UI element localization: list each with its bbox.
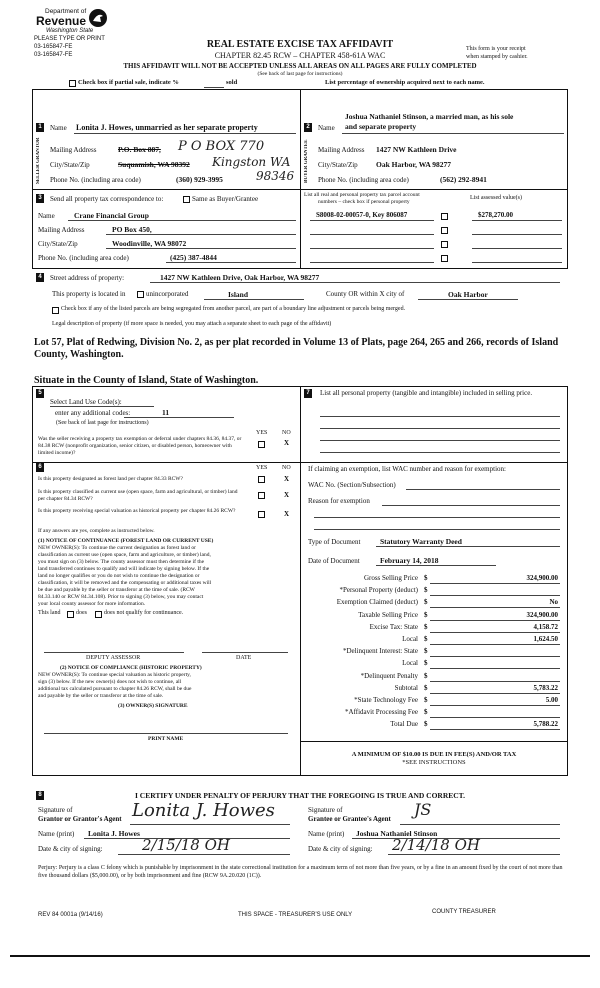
receipt-note1: This form is your receipt	[466, 46, 526, 52]
tax-row-label: *Delinquent Interest: State	[342, 647, 418, 656]
sec5-yes-checkbox[interactable]	[258, 441, 265, 448]
rev-code: REV 84 0001a (9/14/16)	[38, 912, 103, 918]
historic-question: Is this property receiving special valuation as historical property per chapter 84.26 RCW?	[38, 508, 236, 514]
tax-row-currency: $	[424, 683, 428, 692]
correspondence-mail: PO Box 450,	[112, 225, 152, 234]
personal-line-3[interactable]	[320, 440, 560, 441]
city-line	[418, 299, 518, 300]
notice1-line: classification, it will be removed and the compensating or additional taxes will	[38, 580, 212, 586]
perjury-notice: Perjury: Perjury is a class C felony which is punishable by imprisonment in the state correctional institution for a maximum term of not more than five years, or by a fine in an amount fixed by the court of not more than five thousand dollars ($5,000.00), or by both imprisonment and fine (RCW 9A.20.020 (1C)).	[38, 865, 563, 879]
additional-codes-label: enter any additional codes:	[55, 409, 131, 417]
seller-phone: (360) 929-3995	[176, 175, 223, 184]
sec7-divider	[300, 462, 568, 463]
section-8-badge: 8	[36, 791, 44, 800]
sec567-right-border	[567, 386, 568, 775]
notice2-title: (2) NOTICE OF COMPLIANCE (HISTORIC PROPERTY)	[60, 665, 202, 671]
seller-name: Lonita J. Howes, unmarried as her separate property	[76, 123, 258, 132]
form-title: REAL ESTATE EXCISE TAX AFFIDAVIT	[206, 39, 394, 50]
buyer-name-2: and separate property	[345, 122, 417, 131]
seller-zip-hand: 98346	[256, 169, 295, 183]
tax-row-line	[430, 668, 560, 669]
tax-row-currency: $	[424, 708, 428, 717]
notice1-line: land transferred continues to qualify and will indicate by signing below. If the	[38, 566, 210, 572]
tax-row-value: 324,900.00	[526, 610, 558, 619]
sec1-city-label: City/State/Zip	[50, 161, 90, 169]
reason-line-2[interactable]	[314, 517, 560, 518]
form-subtitle: CHAPTER 82.45 RCW – CHAPTER 458-61A WAC	[214, 51, 386, 60]
owner-signature-label: (3) OWNER(S) SIGNATURE	[118, 703, 188, 709]
tax-row-label: Excise Tax: State	[369, 622, 418, 631]
tax-row-currency: $	[424, 647, 428, 656]
deputy-assessor-label: DEPUTY ASSESSOR	[86, 655, 141, 661]
sec12-mid-border	[300, 89, 301, 189]
tax-row-label: *Personal Property (deduct)	[339, 586, 418, 595]
tax-row-label: *State Technology Fee	[354, 696, 418, 704]
tax-row-value: 5.00	[545, 696, 558, 704]
section-6-badge: 6	[36, 463, 44, 472]
grantee-name-print-label: Name (print)	[308, 830, 345, 838]
sec5-yes-hdr: YES	[256, 430, 268, 436]
parcel-personal-checkbox-1[interactable]	[441, 213, 448, 220]
buyer-side-band	[304, 133, 312, 189]
please-type: PLEASE TYPE OR PRINT	[34, 36, 105, 42]
land-use-label: Select Land Use Code(s):	[50, 398, 122, 406]
sec2-city-label: City/State/Zip	[318, 161, 358, 169]
doc-type-line	[376, 546, 560, 547]
tax-row-currency: $	[424, 610, 428, 619]
notice2-line: additional tax calculated pursuant to chapter 84.26 RCW, shall be due	[38, 686, 192, 692]
personal-line-1[interactable]	[320, 416, 560, 417]
street-line	[150, 282, 560, 283]
notice1-body	[38, 545, 211, 608]
tax-row-currency: $	[424, 659, 428, 668]
land-use-see-back: (See back of last page for instructions)	[56, 420, 149, 426]
sec3-phone-label: Phone No. (including area code)	[38, 254, 129, 262]
tax-row-label: *Delinquent Penalty	[360, 671, 418, 680]
notice2-line: sign (3) below. If the new owner(s) does not wish to continue, all	[38, 679, 182, 685]
partial-pct-line[interactable]	[204, 87, 224, 88]
does-checkbox[interactable]	[67, 611, 74, 618]
see-instructions: *SEE INSTRUCTIONS	[402, 759, 466, 766]
sec2-mail-label: Mailing Address	[318, 146, 365, 154]
county-treasurer: COUNTY TREASURER	[432, 909, 496, 915]
code2: 03-165847-FE	[34, 52, 73, 58]
tax-row-label: Local	[402, 635, 418, 643]
assessed-header: List assessed value(s)	[470, 195, 522, 201]
wac-line[interactable]	[406, 489, 560, 490]
section-4-badge: 4	[36, 273, 44, 282]
reason-label: Reason for exemption	[308, 497, 370, 505]
grantor-signature: Lonita J. Howes	[132, 800, 275, 821]
tax-row-label: Subtotal	[394, 683, 418, 692]
dor-logo-icon	[88, 8, 108, 28]
tax-row-currency: $	[424, 586, 428, 595]
exemption-label: If claiming an exemption, list WAC number and reason for exemption:	[308, 465, 506, 473]
tax-row-currency: $	[424, 622, 428, 631]
sec2-name-label: Name	[318, 124, 335, 132]
sec6-yes-hdr: YES	[256, 465, 268, 471]
property-street: 1427 NW Kathleen Drive, Oak Harbor, WA 98277	[160, 273, 320, 282]
tax-row-label: Exemption Claimed (deduct)	[336, 598, 418, 607]
reason-line-1[interactable]	[382, 505, 560, 506]
list-pct-label: List percentage of ownership acquired next to each name.	[325, 79, 485, 86]
section-3-badge: 3	[36, 194, 44, 203]
sec7-bottom-divider	[300, 741, 568, 742]
grantee-date-city: 2/14/18 OH	[392, 836, 480, 854]
sec1-phone-label: Phone No. (including area code)	[50, 176, 141, 184]
this-land-label: This land	[38, 610, 61, 616]
grantor-signature-line[interactable]	[130, 824, 290, 825]
tax-row-label: Total Due	[390, 720, 418, 729]
tax-row-line	[430, 717, 560, 718]
tax-row-label: Taxable Selling Price	[358, 610, 418, 619]
personal-line-2[interactable]	[320, 428, 560, 429]
sec3-right-border	[567, 189, 568, 268]
tax-row-currency: $	[424, 635, 428, 643]
see-back: (See back of last page for instructions)	[257, 71, 343, 77]
sec567-left-border	[32, 386, 33, 775]
notice1-line: NEW OWNER(S): To continue the current designation as forest land or	[38, 545, 196, 551]
segregated-checkbox[interactable]	[52, 307, 59, 314]
does-not-checkbox[interactable]	[95, 611, 102, 618]
reason-line-3[interactable]	[314, 529, 560, 530]
sec3-mail-line	[106, 234, 296, 235]
tax-row-value: 324,900.00	[526, 574, 558, 582]
tax-row-line	[430, 656, 560, 657]
print-name-line[interactable]	[44, 733, 288, 734]
tax-row-currency: $	[424, 696, 428, 704]
grantor-date-label: Date & city of signing:	[38, 845, 103, 853]
sec5-no-hdr: NO	[282, 430, 291, 436]
does-label: does	[76, 610, 87, 616]
additional-codes-line	[124, 417, 234, 418]
sec1-name-label: Name	[50, 124, 67, 132]
land-use-code: 11	[162, 408, 170, 417]
historic-no-mark: X	[284, 510, 290, 518]
sec3-city-line	[106, 248, 296, 249]
street-label: Street address of property:	[50, 274, 125, 282]
section-2-badge: 2	[304, 123, 312, 132]
situate: Situate in the County of Island, State of Washington.	[34, 375, 259, 386]
parcel-personal-checkbox-4[interactable]	[441, 255, 448, 262]
doc-type-label: Type of Document	[308, 538, 361, 546]
parcel-personal-checkbox-3[interactable]	[441, 241, 448, 248]
forest-yes-checkbox[interactable]	[258, 476, 265, 483]
tax-row-value: 5,788.22	[533, 720, 558, 729]
grantee-sig-label-2: Grantee or Grantee's Agent	[308, 815, 391, 823]
tax-row-value: No	[549, 598, 558, 607]
sold-label: sold	[226, 79, 238, 86]
sec3-city-label: City/State/Zip	[38, 240, 78, 248]
sec8-top-border	[32, 775, 568, 776]
assessed-line-2	[472, 234, 562, 235]
assessor-date-label: DATE	[236, 655, 252, 661]
assessor-date-line[interactable]	[202, 652, 288, 653]
grantee-signature-line[interactable]	[400, 824, 560, 825]
tax-row-currency: $	[424, 671, 428, 680]
notice2-body	[38, 672, 191, 700]
tax-row-line	[430, 595, 560, 596]
located-label: This property is located in	[52, 290, 126, 298]
tax-row-line	[430, 681, 560, 682]
grantee-signature: JS	[414, 800, 432, 819]
sec3-phone-line	[166, 262, 296, 263]
sec3-bottom-border	[32, 268, 568, 269]
grantor-name-print-label: Name (print)	[38, 830, 75, 838]
correspondence-city: Woodinville, WA 98072	[112, 239, 187, 248]
sec3-mail-label: Mailing Address	[38, 226, 85, 234]
sec12-left-border	[32, 89, 33, 189]
grantor-printed-name: Lonita J. Howes	[88, 829, 140, 838]
unincorporated-checkbox[interactable]	[137, 291, 144, 298]
seller-city-hand: Kingston WA	[212, 155, 291, 169]
notice1-title: (1) NOTICE OF CONTINUANCE (FOREST LAND OR CURRENT USE)	[38, 538, 214, 544]
tax-row-currency: $	[424, 720, 428, 729]
certify-statement: I CERTIFY UNDER PENALTY OF PERJURY THAT THE FOREGOING IS TRUE AND CORRECT.	[134, 791, 465, 800]
buyer-mail: 1427 NW Kathleen Drive	[376, 145, 457, 154]
dept-line3: Washington State	[46, 28, 94, 34]
footer-rule	[10, 955, 590, 957]
tax-row-line	[430, 632, 560, 633]
doc-type: Statutory Warranty Deed	[380, 537, 462, 546]
receipt-note2: when stamped by cashier.	[466, 54, 528, 60]
tax-row-line	[430, 620, 560, 621]
tax-row-line	[430, 644, 560, 645]
tax-row-value: 4,158.72	[533, 622, 558, 631]
land-use-line	[50, 406, 154, 407]
deputy-assessor-line[interactable]	[44, 652, 184, 653]
seller-mail-struck: P.O. Box 887,	[118, 145, 161, 154]
parcel-personal-checkbox-2[interactable]	[441, 227, 448, 234]
sec6-top-border	[32, 462, 300, 463]
county-city-label: County OR within X city of	[326, 290, 405, 298]
tax-row-value: 1,624.50	[533, 635, 558, 643]
if-any-yes: If any answers are yes, complete as instructed below.	[38, 528, 155, 534]
assessed-line-1	[472, 220, 562, 221]
sec12-right-border	[567, 89, 568, 189]
sec3-name-line	[68, 220, 296, 221]
does-not-label: does not qualify for continuance.	[104, 610, 184, 616]
dept-line1: Department of	[45, 8, 87, 15]
print-name-label: PRINT NAME	[148, 736, 184, 742]
assessed-line-4	[472, 262, 562, 263]
notice1-line: your local county assessor for more information.	[38, 601, 146, 607]
grantor-date-line[interactable]	[118, 854, 290, 855]
seller-mail-hand: P O BOX 770	[178, 139, 265, 154]
forest-no-mark: X	[284, 475, 290, 483]
tax-row-line	[430, 607, 560, 608]
partial-sale-label: Check box if partial sale, indicate %	[78, 79, 179, 86]
parcel-line-4	[310, 262, 434, 263]
notice2-line: NEW OWNER(S): To continue special valuation as historic property,	[38, 672, 191, 678]
tax-row-value: 5,783.22	[533, 683, 558, 692]
notice2-line: and payable by the seller or transferor at the time of sale.	[38, 693, 164, 699]
seller-city-struck: Suquamish, WA 98392	[118, 160, 190, 169]
notice1-line: you must sign on (3) below. The county assessor must then determine if the	[38, 559, 205, 565]
exemption-question: Was the seller receiving a property tax exemption or deferral under chapters 84.36, 84.37, or 84.38 RCW (nonprofit organization, senior citizen, or disabled person, homeowner with limited income)?	[38, 436, 242, 456]
tax-row-label: Gross Selling Price	[363, 574, 418, 582]
notice1-line: be due and payable by the seller or transferor at the time of sale. (RCW	[38, 587, 195, 593]
grantee-sig-label-1: Signature of	[308, 806, 343, 814]
parcel-line-1	[310, 220, 434, 221]
sec3-name-label: Name	[38, 212, 55, 220]
notice1-line: land no longer qualifies or you do not wish to continue the designation or	[38, 573, 200, 579]
legal-desc-label: Legal description of property (if more space is needed, you may attach a separate sheet to each page of the affidavit)	[52, 321, 332, 327]
code1: 03-165847-FE	[34, 44, 73, 50]
grantor-sig-label-2: Grantor or Grantor's Agent	[38, 815, 122, 823]
section-1-badge: 1	[36, 123, 44, 132]
partial-sale-checkbox[interactable]	[69, 80, 76, 87]
property-county: Island	[228, 290, 249, 299]
sec1-mail-label: Mailing Address	[50, 146, 97, 154]
tax-row-line	[430, 705, 560, 706]
doc-date-line	[376, 565, 496, 566]
current-use-question: Is this property classified as current use (open space, farm and agricultural, or timber) land per chapter 84.34 RCW?	[38, 489, 238, 502]
sec3-left-border	[32, 189, 33, 268]
seller-side-band	[36, 133, 44, 189]
personal-property-label: List all personal property (tangible and intangible) included in selling price.	[320, 389, 533, 397]
notice1-line: classification as current use (open space, farm and agriculture, or timber) land,	[38, 552, 211, 558]
send-correspondence-label: Send all property tax correspondence to:	[50, 195, 164, 203]
buyer-city: Oak Harbor, WA 98277	[376, 160, 452, 169]
parcel-header-1: List all real and personal property tax parcel account	[304, 192, 420, 198]
grantee-printed-name: Joshua Nathaniel Stinson	[356, 829, 438, 838]
wac-label: WAC No. (Section/Subsection)	[308, 481, 396, 489]
grantee-date-line[interactable]	[388, 854, 560, 855]
county-line	[204, 299, 304, 300]
current-use-yes-checkbox[interactable]	[258, 492, 265, 499]
seller-side-label: SELLER GRANTOR	[36, 137, 41, 185]
sec3-mid-border	[300, 189, 301, 268]
buyer-side-label: BUYER GRANTEE	[304, 139, 309, 183]
section-5-badge: 5	[36, 389, 44, 398]
doc-date-label: Date of Document	[308, 557, 360, 565]
grantee-date-label: Date & city of signing:	[308, 845, 373, 853]
warning: THIS AFFIDAVIT WILL NOT BE ACCEPTED UNLESS ALL AREAS ON ALL PAGES ARE FULLY COMPLETED	[123, 62, 477, 70]
tax-row-currency: $	[424, 574, 428, 582]
tax-row-line	[430, 583, 560, 584]
buyer-phone: (562) 292-8941	[440, 175, 487, 184]
tax-row-line	[430, 693, 560, 694]
correspondence-phone: (425) 387-4844	[170, 253, 217, 262]
tax-row-currency: $	[424, 598, 428, 607]
sec1-name-line	[74, 133, 296, 134]
grantor-sig-label-1: Signature of	[38, 806, 73, 814]
assessed-line-3	[472, 248, 562, 249]
property-city: Oak Harbor	[448, 290, 488, 299]
sec5-no-mark: X	[284, 439, 290, 447]
doc-date: February 14, 2018	[380, 556, 439, 565]
same-as-buyer-label: Same as Buyer/Grantee	[192, 195, 259, 203]
current-use-no-mark: X	[284, 491, 290, 499]
same-as-buyer-checkbox[interactable]	[183, 196, 190, 203]
parcel-line-2	[310, 234, 434, 235]
notice1-line: 84.33.140 or RCW 84.34.108). Prior to signing (3) below, you may contact	[38, 594, 204, 600]
parcel-header-2: numbers – check box if personal property	[318, 199, 410, 205]
tax-row-label: *Affidavit Processing Fee	[345, 708, 418, 717]
segregated-label: Check box if any of the listed parcels are being segregated from another parcel, are part of a boundary line adjustment or parcels being merged.	[61, 306, 406, 312]
treasurer-space: THIS SPACE - TREASURER'S USE ONLY	[238, 912, 353, 918]
tax-row-label: Local	[402, 659, 418, 668]
personal-line-4[interactable]	[320, 452, 560, 453]
minimum-due: A MINIMUM OF $10.00 IS DUE IN FEE(S) AND/OR TAX	[351, 751, 517, 758]
buyer-name-1: Joshua Nathaniel Stinson, a married man, as his sole	[345, 112, 514, 121]
assessed-value: $278,270.00	[478, 211, 513, 219]
unincorporated-label: unincorporated	[146, 290, 189, 298]
forest-question: Is this property designated as forest land per chapter 84.33 RCW?	[38, 476, 183, 482]
dept-line2: Revenue	[36, 14, 87, 28]
sec2-name-line	[342, 133, 564, 134]
section-7-badge: 7	[304, 389, 312, 398]
sec2-phone-label: Phone No. (including area code)	[318, 176, 409, 184]
tax-row-line	[430, 729, 560, 730]
historic-yes-checkbox[interactable]	[258, 511, 265, 518]
parcel-number: S8008-02-00057-0, Key 806087	[316, 211, 408, 219]
parcel-line-3	[310, 248, 434, 249]
sec6-no-hdr: NO	[282, 465, 291, 471]
legal-description: Lot 57, Plat of Redwing, Division No. 2, as per plat recorded in Volume 13 of Plats, page 264, 265 and 266, records of Island County, Washington.	[34, 337, 559, 360]
grantor-date-city: 2/15/18 OH	[142, 836, 230, 854]
correspondence-name: Crane Financial Group	[74, 211, 149, 220]
